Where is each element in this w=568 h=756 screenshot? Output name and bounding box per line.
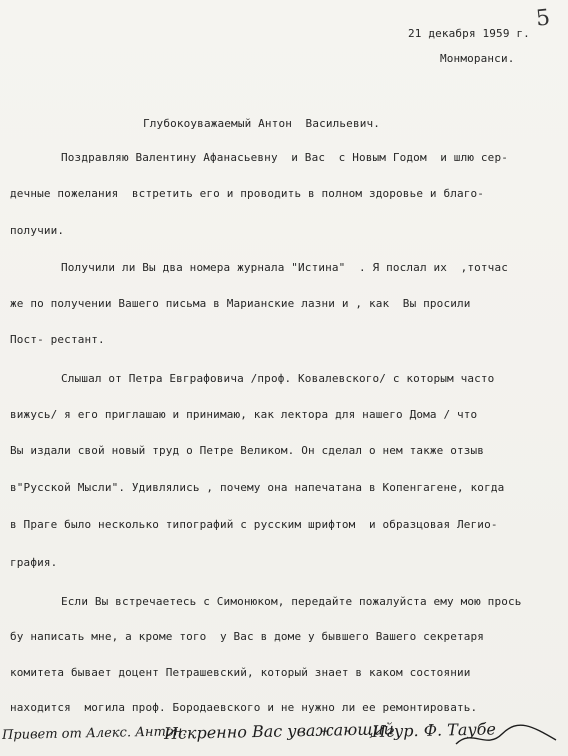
body-line: Поздравляю Валентину Афанасьевну и Вас с Новым Годом и шлю сер- [61,151,508,164]
handwritten-signature: Игур. Ф. Таубе [371,719,497,741]
body-line: графия. [10,556,58,569]
body-line: бу написать мне, а кроме того у Вас в доме у бывшего Вашего секретаря [10,630,485,643]
letter-date: 21 декабря 1959 г. [408,27,530,40]
letter-place: Монморанси. [440,52,515,65]
body-line: в"Русской Мысли". Удивлялись , почему она напечатана в Копенгагене, когда [10,481,505,494]
body-line: находится могила проф. Бородаевского и не нужно ли ее ремонтировать. [10,701,478,714]
body-line: комитета бывает доцент Петрашевский, который знает в каком состоянии [10,666,471,679]
body-line: Если Вы встречаетесь с Симонюком, передайте пожалуйста ему мою прось [61,595,522,608]
handwritten-closing: Искренно Вас уважающий [163,719,395,743]
body-line: в Праге было несколько типографий с русским шрифтом и образцовая Легио- [10,518,498,531]
body-line: Получили ли Вы два номера журнала "Истина" . Я послал их ,тотчас [61,261,508,274]
salutation: Глубокоуважаемый Антон Васильевич. [143,117,381,130]
body-line: же по получении Вашего письма в Марианские лазни и , как Вы просили [10,297,471,310]
body-line: Пост- рестант. [10,333,105,346]
signature-flourish [452,722,562,752]
handwritten-greeting: Привет от Алекс. Антон. [1,724,187,743]
body-line: дечные пожелания встретить его и проводить в полном здоровье и благо- [10,187,485,200]
body-line: получии. [10,224,65,237]
body-line: вижусь/ я его приглашаю и принимаю, как лектора для нашего Дома / что [10,408,478,421]
body-line: Слышал от Петра Евграфовича /проф. Ковалевского/ с которым часто [61,372,495,385]
body-line: Вы издали свой новый труд о Петре Великом. Он сделал о нем также отзыв [10,444,485,457]
page-number: 5 [534,5,552,32]
